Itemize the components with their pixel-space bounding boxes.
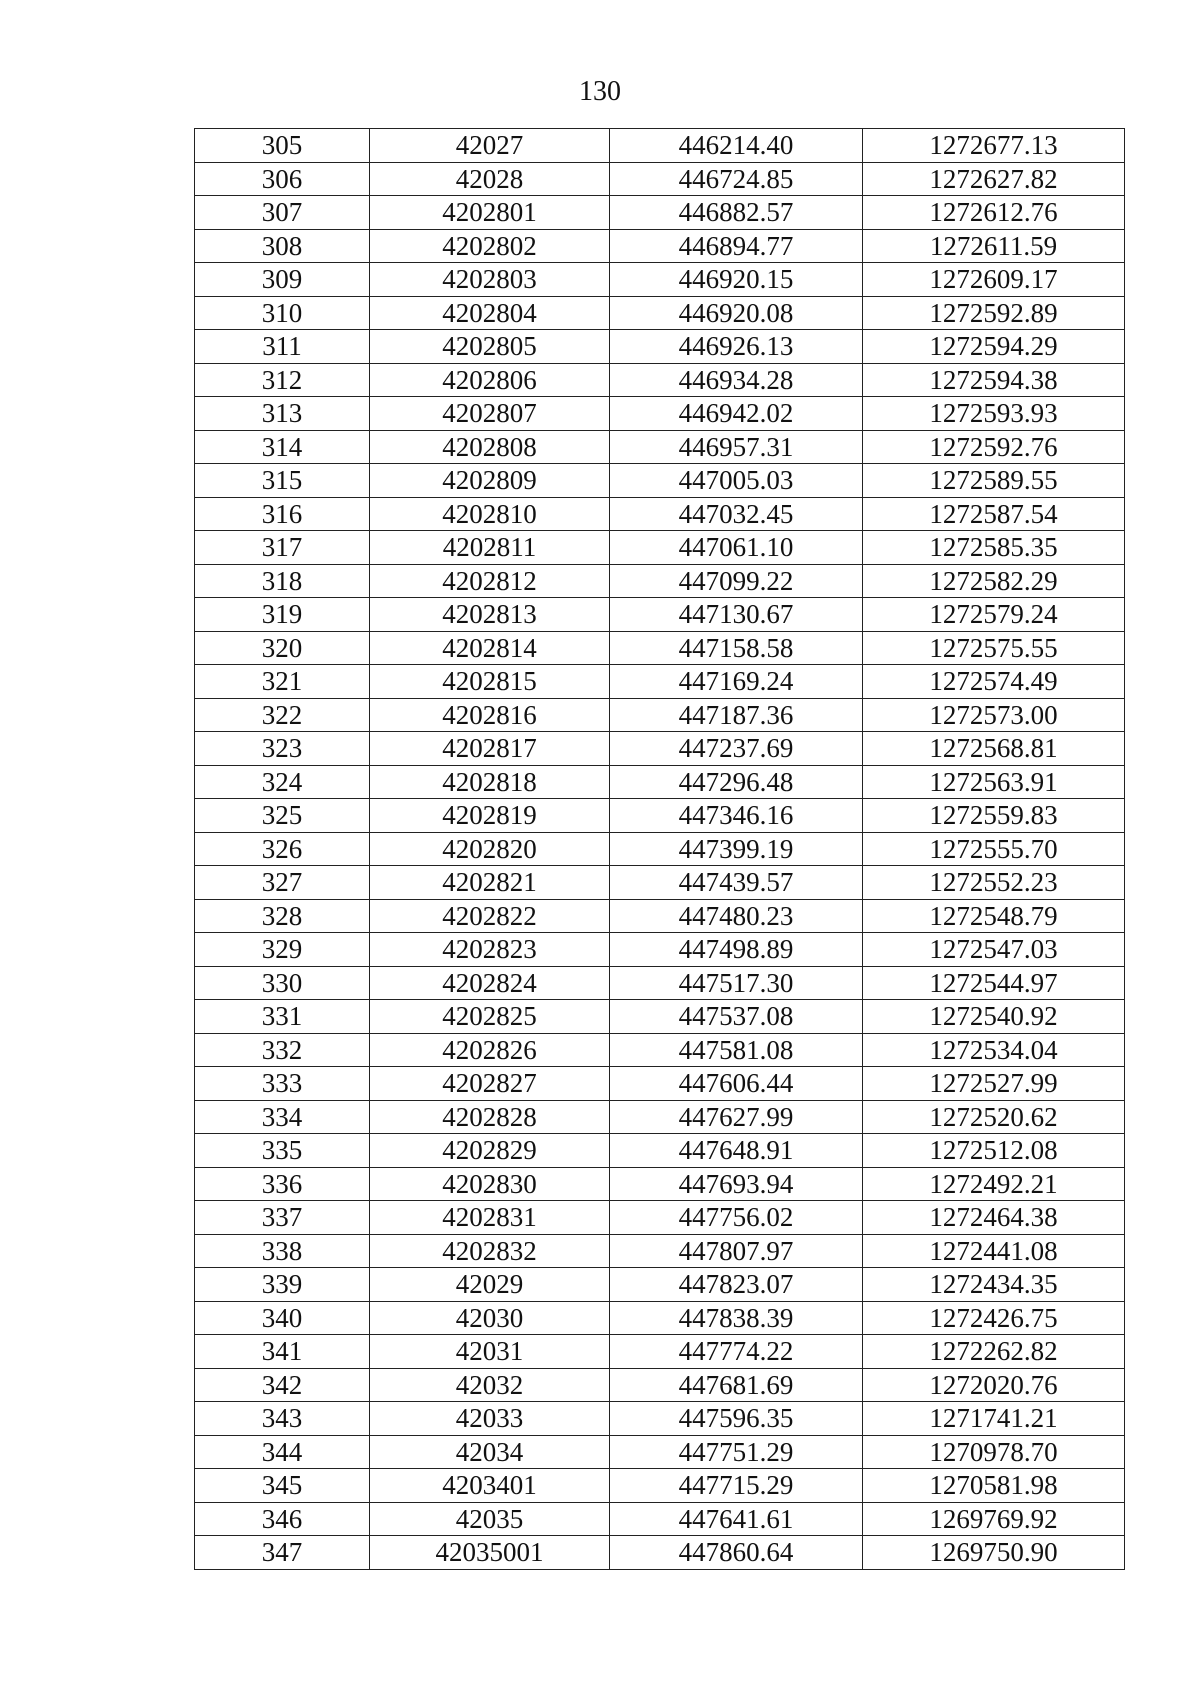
point-code-cell: 42032	[370, 1368, 610, 1402]
point-code-cell: 4202805	[370, 330, 610, 364]
y-coordinate-cell: 1272589.55	[863, 464, 1125, 498]
point-code-cell: 42027	[370, 129, 610, 163]
y-coordinate-cell: 1272547.03	[863, 933, 1125, 967]
row-number-cell: 311	[195, 330, 370, 364]
point-code-cell: 42033	[370, 1402, 610, 1436]
row-number-cell: 314	[195, 430, 370, 464]
point-code-cell: 4202825	[370, 1000, 610, 1034]
row-number-cell: 309	[195, 263, 370, 297]
point-code-cell: 4202830	[370, 1167, 610, 1201]
x-coordinate-cell: 446894.77	[610, 229, 863, 263]
point-code-cell: 4202809	[370, 464, 610, 498]
table-row	[195, 1536, 1125, 1570]
x-coordinate-cell: 447860.64	[610, 1536, 863, 1570]
table-row	[195, 1402, 1125, 1436]
point-code-cell: 4202813	[370, 598, 610, 632]
row-number-cell: 336	[195, 1167, 370, 1201]
y-coordinate-cell: 1272582.29	[863, 564, 1125, 598]
row-number-cell: 323	[195, 732, 370, 766]
table-row	[195, 1435, 1125, 1469]
table-row	[195, 1100, 1125, 1134]
x-coordinate-cell: 447693.94	[610, 1167, 863, 1201]
y-coordinate-cell: 1272534.04	[863, 1033, 1125, 1067]
y-coordinate-cell: 1272020.76	[863, 1368, 1125, 1402]
x-coordinate-cell: 447823.07	[610, 1268, 863, 1302]
x-coordinate-cell: 447537.08	[610, 1000, 863, 1034]
y-coordinate-cell: 1272677.13	[863, 129, 1125, 163]
point-code-cell: 4202816	[370, 698, 610, 732]
table-row	[195, 933, 1125, 967]
y-coordinate-cell: 1272574.49	[863, 665, 1125, 699]
y-coordinate-cell: 1272540.92	[863, 1000, 1125, 1034]
y-coordinate-cell: 1272563.91	[863, 765, 1125, 799]
y-coordinate-cell: 1272585.35	[863, 531, 1125, 565]
x-coordinate-cell: 447606.44	[610, 1067, 863, 1101]
table-row	[195, 229, 1125, 263]
table-row	[195, 1469, 1125, 1503]
table-row	[195, 765, 1125, 799]
y-coordinate-cell: 1270978.70	[863, 1435, 1125, 1469]
row-number-cell: 338	[195, 1234, 370, 1268]
row-number-cell: 341	[195, 1335, 370, 1369]
row-number-cell: 310	[195, 296, 370, 330]
row-number-cell: 343	[195, 1402, 370, 1436]
point-code-cell: 42029	[370, 1268, 610, 1302]
point-code-cell: 4202821	[370, 866, 610, 900]
y-coordinate-cell: 1272594.38	[863, 363, 1125, 397]
row-number-cell: 316	[195, 497, 370, 531]
row-number-cell: 329	[195, 933, 370, 967]
x-coordinate-cell: 447756.02	[610, 1201, 863, 1235]
x-coordinate-cell: 447130.67	[610, 598, 863, 632]
table-row	[195, 397, 1125, 431]
table-row	[195, 162, 1125, 196]
y-coordinate-cell: 1272612.76	[863, 196, 1125, 230]
table-row	[195, 129, 1125, 163]
x-coordinate-cell: 446934.28	[610, 363, 863, 397]
table-row	[195, 531, 1125, 565]
point-code-cell: 4202822	[370, 899, 610, 933]
x-coordinate-cell: 446926.13	[610, 330, 863, 364]
x-coordinate-cell: 447237.69	[610, 732, 863, 766]
x-coordinate-cell: 446942.02	[610, 397, 863, 431]
x-coordinate-cell: 447596.35	[610, 1402, 863, 1436]
point-code-cell: 4202810	[370, 497, 610, 531]
y-coordinate-cell: 1272579.24	[863, 598, 1125, 632]
row-number-cell: 339	[195, 1268, 370, 1302]
row-number-cell: 342	[195, 1368, 370, 1402]
table-row	[195, 263, 1125, 297]
row-number-cell: 337	[195, 1201, 370, 1235]
x-coordinate-cell: 446724.85	[610, 162, 863, 196]
point-code-cell: 42035	[370, 1502, 610, 1536]
row-number-cell: 322	[195, 698, 370, 732]
row-number-cell: 315	[195, 464, 370, 498]
point-code-cell: 42031	[370, 1335, 610, 1369]
x-coordinate-cell: 447099.22	[610, 564, 863, 598]
x-coordinate-cell: 447751.29	[610, 1435, 863, 1469]
row-number-cell: 308	[195, 229, 370, 263]
y-coordinate-cell: 1272426.75	[863, 1301, 1125, 1335]
y-coordinate-cell: 1272262.82	[863, 1335, 1125, 1369]
row-number-cell: 328	[195, 899, 370, 933]
x-coordinate-cell: 447498.89	[610, 933, 863, 967]
x-coordinate-cell: 446920.15	[610, 263, 863, 297]
table-row	[195, 698, 1125, 732]
point-code-cell: 4202826	[370, 1033, 610, 1067]
point-code-cell: 4202824	[370, 966, 610, 1000]
table-row	[195, 430, 1125, 464]
table-row	[195, 1335, 1125, 1369]
table-row	[195, 497, 1125, 531]
table-row	[195, 1301, 1125, 1335]
y-coordinate-cell: 1270581.98	[863, 1469, 1125, 1503]
y-coordinate-cell: 1272568.81	[863, 732, 1125, 766]
x-coordinate-cell: 447187.36	[610, 698, 863, 732]
row-number-cell: 307	[195, 196, 370, 230]
row-number-cell: 305	[195, 129, 370, 163]
point-code-cell: 42030	[370, 1301, 610, 1335]
row-number-cell: 340	[195, 1301, 370, 1335]
x-coordinate-cell: 447169.24	[610, 665, 863, 699]
point-code-cell: 4202818	[370, 765, 610, 799]
x-coordinate-cell: 446920.08	[610, 296, 863, 330]
point-code-cell: 4202803	[370, 263, 610, 297]
point-code-cell: 4202829	[370, 1134, 610, 1168]
row-number-cell: 347	[195, 1536, 370, 1570]
y-coordinate-cell: 1272552.23	[863, 866, 1125, 900]
row-number-cell: 313	[195, 397, 370, 431]
table-row	[195, 631, 1125, 665]
row-number-cell: 318	[195, 564, 370, 598]
y-coordinate-cell: 1272592.89	[863, 296, 1125, 330]
y-coordinate-cell: 1272464.38	[863, 1201, 1125, 1235]
y-coordinate-cell: 1272520.62	[863, 1100, 1125, 1134]
x-coordinate-cell: 447774.22	[610, 1335, 863, 1369]
x-coordinate-cell: 447480.23	[610, 899, 863, 933]
row-number-cell: 335	[195, 1134, 370, 1168]
x-coordinate-cell: 447715.29	[610, 1469, 863, 1503]
y-coordinate-cell: 1272559.83	[863, 799, 1125, 833]
y-coordinate-cell: 1272611.59	[863, 229, 1125, 263]
coordinates-table	[194, 128, 1125, 1570]
table-row	[195, 732, 1125, 766]
x-coordinate-cell: 447838.39	[610, 1301, 863, 1335]
point-code-cell: 4202814	[370, 631, 610, 665]
x-coordinate-cell: 447399.19	[610, 832, 863, 866]
table-row	[195, 1134, 1125, 1168]
point-code-cell: 4202827	[370, 1067, 610, 1101]
row-number-cell: 344	[195, 1435, 370, 1469]
point-code-cell: 4202801	[370, 196, 610, 230]
y-coordinate-cell: 1272592.76	[863, 430, 1125, 464]
table-row	[195, 296, 1125, 330]
row-number-cell: 332	[195, 1033, 370, 1067]
point-code-cell: 4202819	[370, 799, 610, 833]
x-coordinate-cell: 447158.58	[610, 631, 863, 665]
point-code-cell: 4202832	[370, 1234, 610, 1268]
y-coordinate-cell: 1272609.17	[863, 263, 1125, 297]
y-coordinate-cell: 1272527.99	[863, 1067, 1125, 1101]
x-coordinate-cell: 446957.31	[610, 430, 863, 464]
y-coordinate-cell: 1269750.90	[863, 1536, 1125, 1570]
table-row	[195, 665, 1125, 699]
point-code-cell: 4202808	[370, 430, 610, 464]
table-row	[195, 1234, 1125, 1268]
x-coordinate-cell: 446882.57	[610, 196, 863, 230]
row-number-cell: 327	[195, 866, 370, 900]
row-number-cell: 334	[195, 1100, 370, 1134]
point-code-cell: 4202812	[370, 564, 610, 598]
row-number-cell: 306	[195, 162, 370, 196]
table-row	[195, 330, 1125, 364]
point-code-cell: 42035001	[370, 1536, 610, 1570]
row-number-cell: 312	[195, 363, 370, 397]
x-coordinate-cell: 447005.03	[610, 464, 863, 498]
y-coordinate-cell: 1272555.70	[863, 832, 1125, 866]
x-coordinate-cell: 447346.16	[610, 799, 863, 833]
x-coordinate-cell: 447627.99	[610, 1100, 863, 1134]
point-code-cell: 4202828	[370, 1100, 610, 1134]
y-coordinate-cell: 1272434.35	[863, 1268, 1125, 1302]
table-row	[195, 899, 1125, 933]
x-coordinate-cell: 447439.57	[610, 866, 863, 900]
table-row	[195, 1201, 1125, 1235]
x-coordinate-cell: 447032.45	[610, 497, 863, 531]
coordinates-table-body	[195, 129, 1125, 1570]
point-code-cell: 4203401	[370, 1469, 610, 1503]
x-coordinate-cell: 447296.48	[610, 765, 863, 799]
row-number-cell: 345	[195, 1469, 370, 1503]
table-row	[195, 799, 1125, 833]
point-code-cell: 4202806	[370, 363, 610, 397]
table-row	[195, 832, 1125, 866]
x-coordinate-cell: 447648.91	[610, 1134, 863, 1168]
table-row	[195, 1368, 1125, 1402]
table-row	[195, 866, 1125, 900]
table-row	[195, 1502, 1125, 1536]
row-number-cell: 330	[195, 966, 370, 1000]
x-coordinate-cell: 447517.30	[610, 966, 863, 1000]
y-coordinate-cell: 1272593.93	[863, 397, 1125, 431]
table-row	[195, 1268, 1125, 1302]
point-code-cell: 4202804	[370, 296, 610, 330]
row-number-cell: 320	[195, 631, 370, 665]
row-number-cell: 325	[195, 799, 370, 833]
table-row	[195, 363, 1125, 397]
table-row	[195, 966, 1125, 1000]
point-code-cell: 4202817	[370, 732, 610, 766]
y-coordinate-cell: 1272492.21	[863, 1167, 1125, 1201]
y-coordinate-cell: 1272627.82	[863, 162, 1125, 196]
y-coordinate-cell: 1272548.79	[863, 899, 1125, 933]
y-coordinate-cell: 1271741.21	[863, 1402, 1125, 1436]
y-coordinate-cell: 1272544.97	[863, 966, 1125, 1000]
table-row	[195, 1167, 1125, 1201]
y-coordinate-cell: 1272575.55	[863, 631, 1125, 665]
row-number-cell: 319	[195, 598, 370, 632]
x-coordinate-cell: 447807.97	[610, 1234, 863, 1268]
point-code-cell: 4202831	[370, 1201, 610, 1235]
x-coordinate-cell: 447641.61	[610, 1502, 863, 1536]
point-code-cell: 4202815	[370, 665, 610, 699]
y-coordinate-cell: 1272587.54	[863, 497, 1125, 531]
y-coordinate-cell: 1272573.00	[863, 698, 1125, 732]
point-code-cell: 4202823	[370, 933, 610, 967]
point-code-cell: 4202820	[370, 832, 610, 866]
table-row	[195, 464, 1125, 498]
x-coordinate-cell: 447681.69	[610, 1368, 863, 1402]
table-row	[195, 1067, 1125, 1101]
table-row	[195, 196, 1125, 230]
y-coordinate-cell: 1272594.29	[863, 330, 1125, 364]
row-number-cell: 324	[195, 765, 370, 799]
point-code-cell: 4202802	[370, 229, 610, 263]
point-code-cell: 4202811	[370, 531, 610, 565]
x-coordinate-cell: 447061.10	[610, 531, 863, 565]
x-coordinate-cell: 446214.40	[610, 129, 863, 163]
point-code-cell: 42034	[370, 1435, 610, 1469]
point-code-cell: 4202807	[370, 397, 610, 431]
table-row	[195, 1000, 1125, 1034]
y-coordinate-cell: 1272441.08	[863, 1234, 1125, 1268]
row-number-cell: 346	[195, 1502, 370, 1536]
x-coordinate-cell: 447581.08	[610, 1033, 863, 1067]
page-number: 130	[579, 76, 621, 107]
y-coordinate-cell: 1272512.08	[863, 1134, 1125, 1168]
point-code-cell: 42028	[370, 162, 610, 196]
row-number-cell: 326	[195, 832, 370, 866]
table-row	[195, 1033, 1125, 1067]
row-number-cell: 331	[195, 1000, 370, 1034]
row-number-cell: 321	[195, 665, 370, 699]
table-row	[195, 598, 1125, 632]
y-coordinate-cell: 1269769.92	[863, 1502, 1125, 1536]
row-number-cell: 333	[195, 1067, 370, 1101]
table-row	[195, 564, 1125, 598]
row-number-cell: 317	[195, 531, 370, 565]
